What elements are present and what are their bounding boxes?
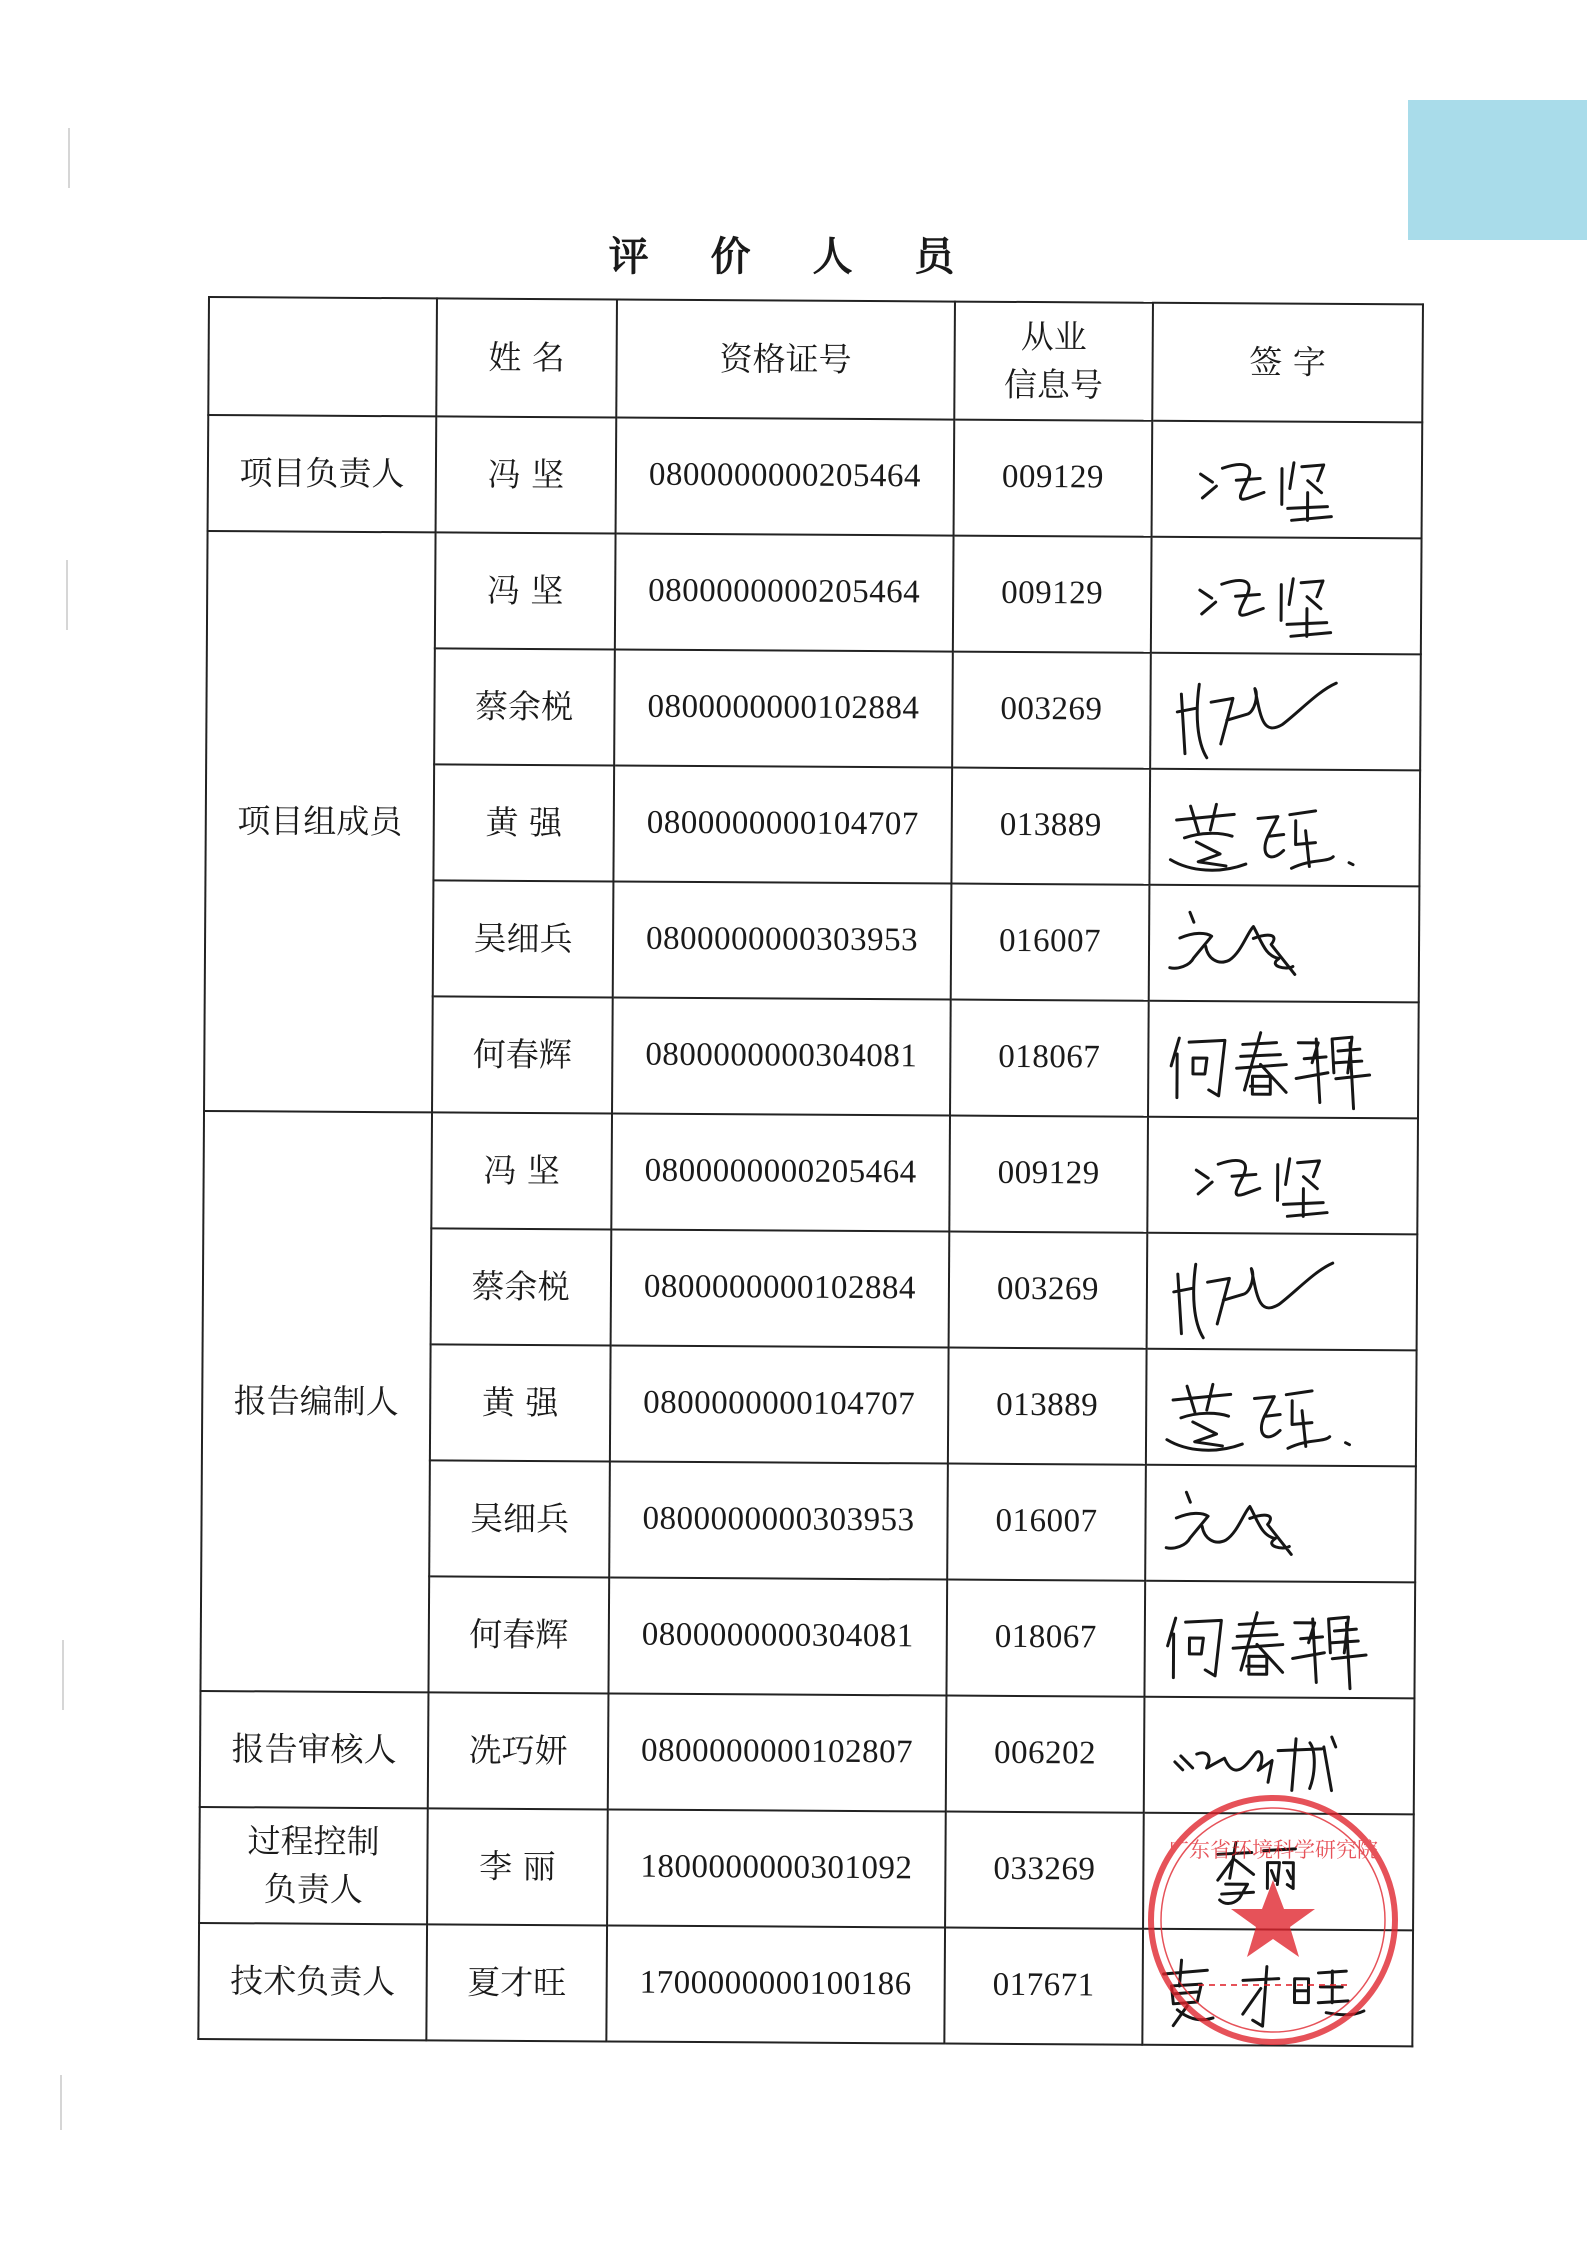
margin-mark [66,560,68,630]
seal-text: 广东省环境科学研究院 [1168,1838,1378,1862]
info-number: 009129 [954,420,1153,537]
group-report-writers: 报告编制人 [200,1111,432,1692]
info-number: 009129 [953,536,1152,653]
signature-wu-xibing [1146,1466,1415,1582]
signature-cai-yuyue [1151,654,1420,770]
info-number: 033269 [945,1812,1144,1929]
margin-mark [62,1640,64,1710]
header-role [208,297,437,416]
group-process-control [199,1807,428,1924]
signature-cell [1147,1233,1418,1351]
person-name: 蔡余棁 [434,648,615,765]
person-name: 黄 强 [433,764,614,881]
person-name: 何春辉 [428,1576,609,1693]
table-row [207,531,1422,654]
header-info-line2: 信息号 [1003,364,1104,405]
margin-mark [68,128,70,188]
info-number: 016007 [947,1464,1146,1581]
signature-cell [1152,421,1423,539]
personnel-table [197,296,1424,2047]
info-number: 003269 [949,1232,1148,1349]
cert-number: 0800000000104707 [610,1345,949,1463]
cert-number: 0800000000303953 [609,1461,948,1579]
info-number: 016007 [951,884,1150,1001]
cert-number: 0800000000304081 [608,1577,947,1695]
header-info-line1: 从业 [1020,317,1087,357]
person-name: 冯 坚 [431,1112,612,1229]
person-name: 吴细兵 [429,1460,610,1577]
cert-number: 0800000000102807 [608,1693,947,1811]
signature-he-chunhui [1145,1582,1414,1698]
signature-cai-yuyue [1148,1234,1417,1350]
signature-cell [1143,1813,1414,1931]
header-cert: 资格证号 [616,299,955,419]
margin-mark [60,2075,62,2130]
cert-number: 0800000000102884 [611,1229,950,1347]
header-signature: 签 字 [1152,303,1423,423]
group-process-control-line2: 负责人 [263,1869,363,1909]
signature-cell [1144,1697,1415,1815]
info-number: 013889 [951,768,1150,885]
signature-huang-qiang [1147,1350,1416,1466]
cert-number: 0800000000205464 [611,1113,950,1231]
signature-cell [1149,769,1420,887]
group-process-control-line1: 过程控制 [247,1821,380,1862]
header-name: 姓 名 [436,298,617,417]
signature-feng-jian [1148,1118,1417,1234]
signature-cell [1150,653,1421,771]
person-name: 蔡余棁 [431,1228,612,1345]
info-number: 018067 [946,1580,1145,1697]
signature-wu-xibing [1150,886,1419,1002]
page-title: 评 价 人 员 [608,233,979,280]
group-team-members: 项目组成员 [204,531,436,1112]
sticky-tab [1408,100,1587,240]
cert-number: 0800000000205464 [616,417,955,535]
table-row [198,1923,1413,2046]
info-number: 009129 [949,1116,1148,1233]
group-project-leader: 项目负责人 [208,415,437,532]
table-row [199,1807,1414,1930]
table-row [203,1111,1418,1234]
signature-cell [1145,1465,1416,1583]
cert-number: 1800000000301092 [607,1809,946,1927]
person-name: 黄 强 [430,1344,611,1461]
cert-number: 0800000000205464 [615,533,954,651]
signature-cell [1149,885,1420,1003]
info-number: 017671 [944,1928,1143,2045]
signature-xian-qiaoyan [1145,1698,1414,1814]
cert-number: 0800000000304081 [612,997,951,1115]
person-name: 何春辉 [432,996,613,1113]
info-number: 013889 [948,1348,1147,1465]
info-number: 003269 [952,652,1151,769]
table-row [208,415,1423,538]
signature-cell [1148,1001,1419,1119]
signature-he-chunhui [1149,1002,1418,1118]
cert-number: 0800000000102884 [614,649,953,767]
signature-feng-jian [1152,538,1421,654]
header-row [208,297,1423,422]
table-row [200,1691,1415,1814]
signature-huang-qiang [1150,770,1419,886]
info-number: 018067 [950,1000,1149,1117]
cert-number: 0800000000104707 [613,765,952,883]
signature-cell [1142,1929,1413,2047]
signature-cell [1151,537,1422,655]
person-name: 冯 坚 [435,532,616,649]
info-number: 006202 [946,1696,1145,1813]
signature-cell [1144,1581,1415,1699]
signature-cell [1146,1349,1417,1467]
signature-xia-caiwang [1143,1930,1412,2046]
signature-cell [1147,1117,1418,1235]
person-name: 吴细兵 [433,880,614,997]
person-name: 李 丽 [427,1808,608,1925]
group-report-reviewer: 报告审核人 [200,1691,429,1808]
cert-number: 0800000000303953 [613,881,952,999]
signature-li-li [1144,1814,1413,1930]
person-name: 冯 坚 [436,416,617,533]
group-technical-leader: 技术负责人 [198,1923,427,2040]
person-name: 冼巧妍 [428,1692,609,1809]
header-info [954,302,1153,421]
cert-number: 1700000000100186 [606,1925,945,2043]
person-name: 夏才旺 [426,1924,607,2041]
signature-feng-jian [1153,422,1422,538]
